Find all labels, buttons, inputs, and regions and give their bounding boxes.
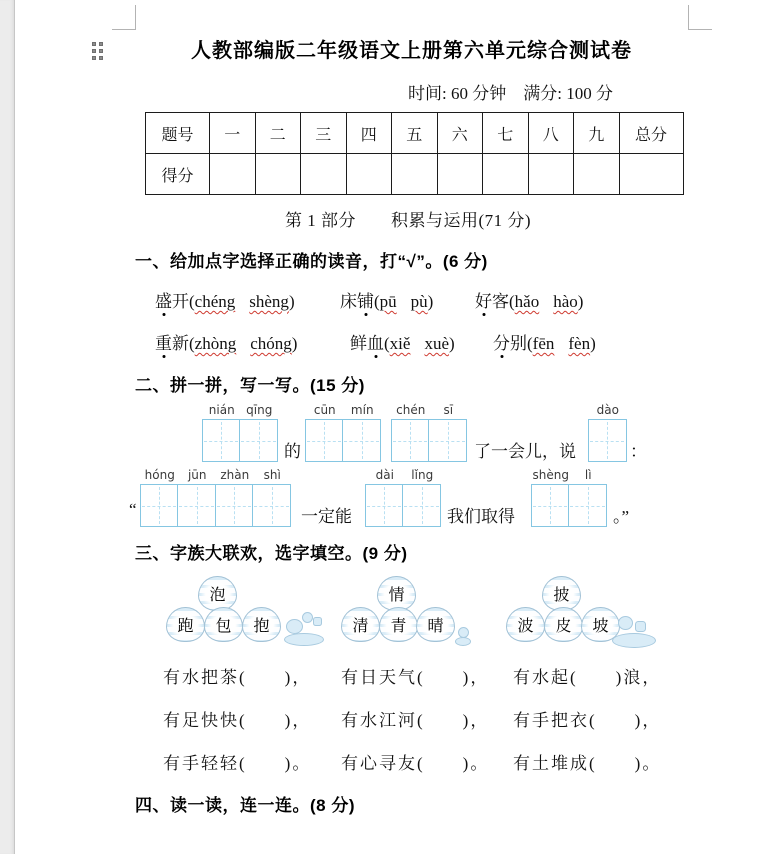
score-cell: [346, 154, 392, 195]
dotted-char: 重: [155, 329, 172, 354]
fill-blank: 有日天气( )，: [341, 668, 490, 687]
q2-text: 一定能: [301, 507, 352, 526]
writing-grid: [532, 468, 607, 527]
q2-text: 的: [284, 442, 301, 461]
score-table-header-label: 题号: [146, 113, 210, 154]
bubble-char: 皮: [544, 607, 583, 642]
col-8: 八: [528, 113, 574, 154]
col-2: 二: [255, 113, 301, 154]
pinyin-label-row: [141, 468, 291, 482]
paren: ): [427, 292, 434, 311]
pinyin-label: dào: [596, 403, 619, 417]
pinyin-label: chén: [396, 403, 426, 417]
col-6: 六: [437, 113, 483, 154]
fill-blank: 有手轻轻( )。: [163, 754, 312, 773]
paren: (: [189, 334, 195, 353]
pinyin-label: mín: [350, 403, 374, 417]
q2-text: ：: [630, 442, 647, 461]
pinyin-label-row: [589, 403, 627, 417]
bubble-char: 情: [377, 576, 416, 611]
paren: (: [189, 292, 195, 311]
q2-heading: 二、拼一拼，写一写。(15 分): [135, 376, 365, 395]
paren: (: [384, 334, 390, 353]
score-cell: [210, 154, 256, 195]
pinyin-choice: xuè: [424, 334, 449, 353]
pinyin-choice: chóng: [250, 334, 292, 353]
q1-heading: 一、给加点字选择正确的读音，打“√”。(6 分): [135, 252, 488, 271]
pinyin-label: cūn: [313, 403, 336, 417]
pinyin-choice: zhòng: [194, 334, 237, 353]
bubble-char: 抱: [242, 607, 281, 642]
q1-option: [475, 287, 583, 312]
score-table-header-row: [146, 113, 684, 154]
pinyin-label: lǐng: [411, 468, 434, 482]
pinyin-label: dài: [375, 468, 394, 482]
dotted-char: 盛: [155, 287, 172, 312]
score-table: [145, 112, 684, 195]
pinyin-label-row: [532, 468, 607, 482]
dotted-char: 铺: [357, 287, 374, 312]
q1-option: [350, 329, 455, 354]
score-cell: [301, 154, 347, 195]
writing-grid: [306, 403, 381, 462]
pinyin-choice: fēn: [532, 334, 555, 353]
pinyin-label: zhàn: [220, 468, 250, 482]
page-title: 人教部编版二年级语文上册第六单元综合测试卷: [191, 40, 632, 62]
pinyin-label: lì: [584, 468, 592, 482]
col-total: 总分: [619, 113, 683, 154]
fill-blank: 有水起( )浪，: [513, 668, 662, 687]
text-boundary-corner-mark-right: [688, 5, 712, 30]
bubble-char: 清: [341, 607, 380, 642]
bubble-char: 跑: [166, 607, 205, 642]
pinyin-label-row: [203, 403, 278, 417]
dotted-char: 分: [493, 329, 510, 354]
pinyin-label-row: [392, 403, 467, 417]
col-9: 九: [574, 113, 620, 154]
score-cell: [483, 154, 529, 195]
q2-text: “: [129, 500, 137, 519]
bubble-char: 青: [379, 607, 418, 642]
paren: (: [509, 292, 515, 311]
grid-cell: [531, 484, 570, 527]
score-cell: [392, 154, 438, 195]
q2-text: 了一会儿，说: [474, 442, 576, 461]
section-header: 第 1 部分 积累与运用(71 分): [285, 211, 532, 230]
bubble-char: 波: [506, 607, 545, 642]
grid-cell: [239, 419, 278, 462]
col-7: 七: [483, 113, 529, 154]
hanzi: 别: [510, 334, 527, 353]
bubble-char: 坡: [581, 607, 620, 642]
pinyin-label: nián: [208, 403, 235, 417]
paren: ): [577, 292, 584, 311]
pinyin-label: hóng: [144, 468, 175, 482]
score-cell: [574, 154, 620, 195]
q2-text: 。”: [613, 507, 630, 526]
grid-cell: [252, 484, 291, 527]
fill-blank: 有足快快( )，: [163, 711, 312, 730]
writing-grid: [366, 468, 441, 527]
pinyin-choice: pū: [379, 292, 397, 311]
fill-blank: 有土堆成( )。: [513, 754, 662, 773]
fill-blank: 有心寻友( )。: [341, 754, 490, 773]
paren: ): [449, 334, 455, 353]
q1-option: [155, 329, 297, 354]
time-score-line: 时间: 60 分钟 满分: 100 分: [408, 84, 613, 103]
flower-decoration: [455, 627, 471, 645]
score-table-score-row: [146, 154, 684, 195]
hanzi: 床: [340, 292, 357, 311]
col-3: 三: [301, 113, 347, 154]
col-4: 四: [346, 113, 392, 154]
pinyin-label-row: [366, 468, 441, 482]
bubble-char: 包: [204, 607, 243, 642]
grid-cell: [402, 484, 441, 527]
pinyin-choice: fèn: [568, 334, 591, 353]
paren: ): [590, 334, 596, 353]
fill-blank: 有手把衣( )，: [513, 711, 662, 730]
q2-text: 我们取得: [447, 507, 515, 526]
col-5: 五: [392, 113, 438, 154]
grid-cell: [391, 419, 430, 462]
pinyin-label: jūn: [187, 468, 207, 482]
q1-option: [340, 287, 433, 312]
col-1: 一: [210, 113, 256, 154]
q3-heading: 三、字族大联欢，选字填空。(9 分): [135, 544, 408, 563]
score-label: 得分: [146, 154, 210, 195]
pinyin-choice: xiě: [389, 334, 411, 353]
pinyin-label: shì: [263, 468, 281, 482]
pinyin-choice: hào: [553, 292, 578, 311]
pinyin-choice: pù: [410, 292, 428, 311]
score-cell: [619, 154, 683, 195]
hanzi: 开: [172, 292, 189, 311]
dotted-char: 血: [367, 329, 384, 354]
pinyin-choice: hǎo: [514, 292, 540, 311]
drag-grip-icon[interactable]: [92, 42, 103, 60]
hanzi: 客: [492, 292, 509, 311]
bubble-char: 泡: [198, 576, 237, 611]
q4-heading: 四、读一读，连一连。(8 分): [135, 796, 355, 815]
paren: ): [288, 292, 295, 311]
grid-cell: [588, 419, 627, 462]
grid-cell: [140, 484, 179, 527]
cloud-decoration: [612, 616, 658, 648]
grid-cell: [365, 484, 404, 527]
writing-grid: [203, 403, 278, 462]
paren: (: [374, 292, 380, 311]
pinyin-label: shèng: [532, 468, 569, 482]
pinyin-choice: chéng: [194, 292, 236, 311]
grid-cell: [568, 484, 607, 527]
hanzi: 鲜: [350, 334, 367, 353]
grid-cell: [177, 484, 216, 527]
grid-cell: [428, 419, 467, 462]
fill-blank: 有水把茶( )，: [163, 668, 312, 687]
hanzi: 新: [172, 334, 189, 353]
bubble-char: 晴: [416, 607, 455, 642]
score-cell: [528, 154, 574, 195]
score-cell: [437, 154, 483, 195]
grid-cell: [305, 419, 344, 462]
q1-option: [493, 329, 596, 354]
writing-grid: [589, 403, 627, 462]
pinyin-choice: shèng: [249, 292, 289, 311]
bubble-char: 披: [542, 576, 581, 611]
pinyin-label: qīng: [246, 403, 273, 417]
paren: ): [291, 334, 298, 353]
paren: (: [527, 334, 533, 353]
writing-grid: [141, 468, 291, 527]
grid-cell: [342, 419, 381, 462]
page-gutter: [0, 0, 15, 854]
pinyin-label-row: [306, 403, 381, 417]
pinyin-label: sī: [443, 403, 454, 417]
q1-option: [155, 287, 295, 312]
writing-grid: [392, 403, 467, 462]
fill-blank: 有水江河( )，: [341, 711, 490, 730]
grid-cell: [215, 484, 254, 527]
score-cell: [255, 154, 301, 195]
dotted-char: 好: [475, 287, 492, 312]
snail-decoration: [284, 610, 330, 646]
text-boundary-corner-mark-left: [112, 5, 136, 30]
grid-cell: [202, 419, 241, 462]
